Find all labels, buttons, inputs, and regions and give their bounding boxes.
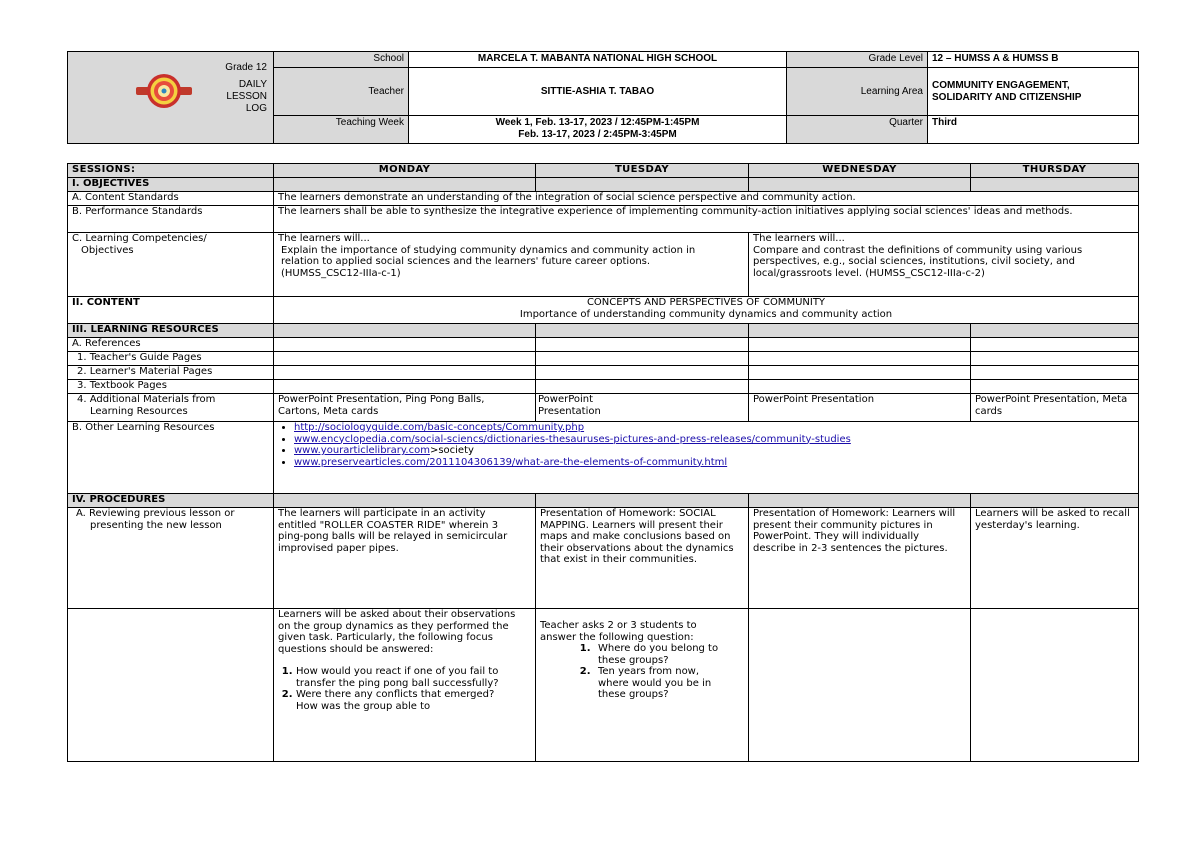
quarter-value: Third [928, 116, 1139, 144]
quarter-label: Quarter [787, 116, 928, 144]
sessions-row [68, 164, 1139, 178]
procedures-heading: IV. PROCEDURES [68, 494, 274, 508]
sessions-label: SESSIONS: [68, 164, 274, 178]
resources-heading: III. LEARNING RESOURCES [68, 324, 274, 338]
resource-link-list [278, 422, 1134, 468]
wednesday-review: Presentation of Homework: Learners will present their community pictures in PowerPoint. They will individually describe in 2-3 sentences the pictures. [749, 508, 971, 609]
other-resources-row [68, 422, 1139, 494]
resource-link-item [294, 434, 1134, 446]
resource-link-4[interactable]: www.preservearticles.com/2011104306139/what-are-the-elements-of-community.html [294, 456, 728, 468]
wednesday-observations [749, 609, 971, 762]
tuesday-review: Presentation of Homework: SOCIAL MAPPING. Learners will present their maps and make conclusions based on their observations about the dynamics that exist in their communities. [536, 508, 749, 609]
dll-title-block [225, 62, 267, 115]
monday-question-list [278, 666, 517, 712]
observations-label [68, 609, 274, 762]
competency-monday-tuesday: The learners will... Explain the importance of studying community dynamics and community action in relation to applied social sciences and the learners' future career options. (HUMSS_CSC12-IIIa-c-1) [274, 233, 749, 297]
school-value: MARCELA T. MABANTA NATIONAL HIGH SCHOOL [409, 52, 787, 68]
learners-material-row [68, 366, 1139, 380]
monday-question-1: 1. How would you react if one of you fail to transfer the ping pong ball successfully? [296, 666, 517, 689]
grade-text: Grade 12 [225, 62, 267, 73]
teaching-week-label: Teaching Week [274, 116, 409, 144]
tuesday-question-1: 1. Where do you belong to these groups? [594, 643, 730, 666]
textbook-label: 3. Textbook Pages [68, 380, 274, 394]
daily-lesson-log-table [67, 163, 1139, 762]
lesson-text: LESSON [226, 91, 267, 102]
day-wednesday: WEDNESDAY [749, 164, 971, 178]
thursday-materials: PowerPoint Presentation, Meta cards [971, 394, 1139, 422]
other-resources-label: B. Other Learning Resources [68, 422, 274, 494]
resource-link-2[interactable]: www.encyclopedia.com/social-sciencs/dictionaries-thesauruses-pictures-and-press-releases/community-studies [294, 433, 851, 445]
grade-level-value: 12 – HUMSS A & HUMSS B [928, 52, 1139, 68]
resource-link-1[interactable]: http://sociologyguide.com/basic-concepts/Community.php [294, 422, 585, 433]
additional-materials-label: 4. Additional Materials from Learning Resources [68, 394, 274, 422]
resource-link-item [294, 457, 1134, 469]
monday-review: The learners will participate in an activity entitled "ROLLER COASTER RIDE" wherein 3 ping-pong balls will be relayed in semicircular improvised paper pipes. [274, 508, 536, 609]
grade-level-label: Grade Level [787, 52, 928, 68]
additional-materials-row [68, 394, 1139, 422]
school-label: School [274, 52, 409, 68]
thursday-observations [971, 609, 1139, 762]
references-row [68, 338, 1139, 352]
header-table [67, 51, 1139, 144]
monday-question-2: 2. Were there any conflicts that emerged? How was the group able to [296, 689, 517, 712]
reviewing-row [68, 508, 1139, 609]
learners-material-label: 2. Learner's Material Pages [68, 366, 274, 380]
resources-heading-row [68, 324, 1139, 338]
teaching-week-value: Week 1, Feb. 13-17, 2023 / 12:45PM-1:45PM Feb. 13-17, 2023 / 2:45PM-3:45PM [409, 116, 787, 144]
content-standards-text: The learners demonstrate an understanding of the integration of social science perspective and community action. [274, 192, 1139, 206]
learning-area-value: COMMUNITY ENGAGEMENT, SOLIDARITY AND CITIZENSHIP [928, 68, 1139, 116]
objectives-heading: I. OBJECTIVES [68, 178, 274, 192]
day-monday: MONDAY [274, 164, 536, 178]
log-text: LOG [245, 103, 267, 114]
other-resources-links [274, 422, 1139, 494]
teacher-label: Teacher [274, 68, 409, 116]
teacher-value: SITTIE-ASHIA T. TABAO [409, 68, 787, 116]
resource-link-3-suffix: >society [429, 445, 474, 456]
procedures-heading-row [68, 494, 1139, 508]
thursday-review: Learners will be asked to recall yesterday's learning. [971, 508, 1139, 609]
monday-materials: PowerPoint Presentation, Ping Pong Balls, Cartons, Meta cards [274, 394, 536, 422]
content-heading: II. CONTENT [68, 297, 274, 324]
day-tuesday: TUESDAY [536, 164, 749, 178]
performance-standards-text: The learners shall be able to synthesize the integrative experience of implementing community-action initiatives applying social sciences' ideas and methods. [274, 206, 1139, 233]
observations-row [68, 609, 1139, 762]
performance-standards-label: B. Performance Standards [68, 206, 274, 233]
references-label: A. References [68, 338, 274, 352]
teachers-guide-row [68, 352, 1139, 366]
daily-text: DAILY [238, 79, 267, 90]
content-text: CONCEPTS AND PERSPECTIVES OF COMMUNITY Importance of understanding community dynamics and community action [274, 297, 1139, 324]
wednesday-materials: PowerPoint Presentation [749, 394, 971, 422]
day-thursday: THURSDAY [971, 164, 1139, 178]
content-row [68, 297, 1139, 324]
tuesday-materials: PowerPoint Presentation [536, 394, 749, 422]
tuesday-observations: Teacher asks 2 or 3 students to answer the following question: 1. Where do you belong to these groups? 2. Ten years from now, where would you be in these groups? [536, 609, 749, 762]
school-logo-cell [68, 52, 274, 144]
performance-standards-row [68, 206, 1139, 233]
teachers-guide-label: 1. Teacher's Guide Pages [68, 352, 274, 366]
tuesday-question-list [540, 643, 730, 701]
tuesday-question-2: 2. Ten years from now, where would you be in these groups? [594, 666, 730, 701]
content-standards-row [68, 192, 1139, 206]
content-standards-label: A. Content Standards [68, 192, 274, 206]
resource-link-item [294, 422, 1134, 434]
textbook-row [68, 380, 1139, 394]
resource-link-3[interactable]: www.yourarticlelibrary.com [294, 445, 430, 456]
reviewing-label: A. Reviewing previous lesson or presenting the new lesson [68, 508, 274, 609]
school-seal-icon [134, 70, 194, 112]
objectives-heading-row [68, 178, 1139, 192]
competencies-label: C. Learning Competencies/ Objectives [68, 233, 274, 297]
learning-area-label: Learning Area [787, 68, 928, 116]
competency-wednesday-thursday: The learners will... Compare and contrast the definitions of community using various perspectives, e.g., social sciences, institutions, civil society, and local/grassroots level. (HUMSS_CSC12-IIIa-c-2) [749, 233, 1139, 297]
resource-link-item [294, 445, 1134, 457]
competencies-row [68, 233, 1139, 297]
monday-observations: Learners will be asked about their observations on the group dynamics as they performed the given task. Particularly, the following focus questions should be answered: 1. How would you react if one of you fail to transfer the ping pong ball successfully? 2. Were there any conflicts that emerged? How was the group able to [274, 609, 536, 762]
